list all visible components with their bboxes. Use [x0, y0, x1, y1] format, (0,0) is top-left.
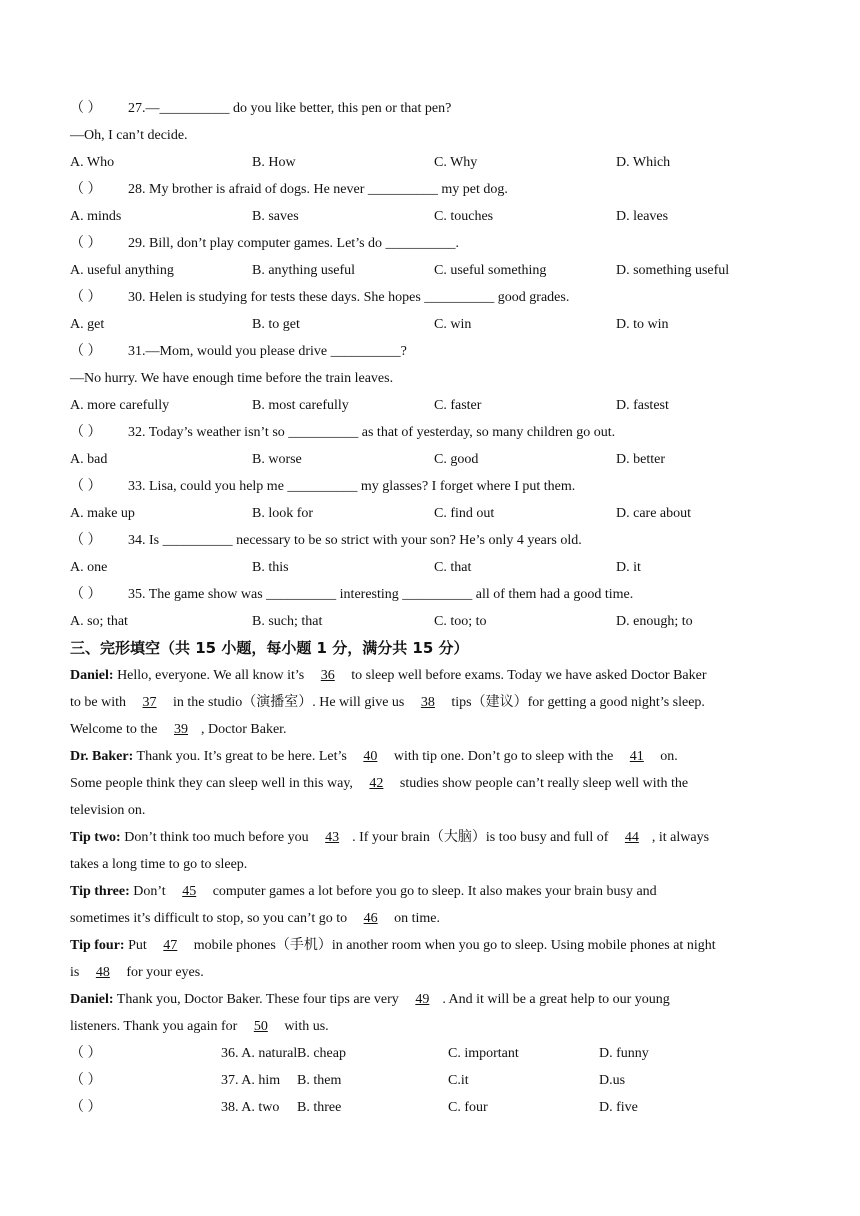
option-b: B. such; that [252, 614, 323, 629]
speaker-label: Daniel: [70, 668, 114, 683]
option-d: D. care about [616, 506, 692, 521]
question-33 [70, 473, 800, 500]
question-29 [70, 230, 800, 257]
passage-line: Tip four: Put 47 mobile phones（手机）in another room when you go to sleep. Using mobile phones at night [70, 932, 800, 959]
question-31-options [70, 392, 800, 419]
option-b: B. this [252, 560, 289, 575]
blank-48: 48 [95, 965, 110, 980]
option-b: B. anything useful [252, 263, 356, 278]
speaker-label: Daniel: [70, 992, 114, 1007]
exam-page [70, 95, 800, 1121]
passage-line: sometimes it’s difficult to stop, so you can’t go to 46 on time. [70, 905, 800, 932]
speaker-label: Tip three: [70, 884, 130, 899]
answer-parenthesis: （ ） [70, 182, 102, 197]
passage-line: Daniel: Hello, everyone. We all know it’s 36 to sleep well before exams. Today we have asked Doctor Baker [70, 662, 800, 689]
blank-44: 44 [624, 830, 639, 845]
blank-49: 49 [415, 992, 430, 1007]
answer-parenthesis: （ ） [70, 1073, 102, 1088]
question-27 [70, 95, 800, 122]
question-34-options [70, 554, 800, 581]
option-c: C. important [448, 1046, 519, 1061]
blank-43: 43 [325, 830, 340, 845]
answer-parenthesis: （ ） [70, 236, 102, 251]
option-b: B. look for [252, 506, 314, 521]
answer-parenthesis: （ ） [70, 479, 102, 494]
option-a: A. Who [70, 155, 115, 170]
option-d: D. funny [599, 1046, 649, 1061]
option-a: 37. A. him [221, 1073, 281, 1088]
question-stem: 27.—__________ do you like better, this pen or that pen? [128, 101, 452, 116]
question-32-options [70, 446, 800, 473]
option-c: C. faster [434, 398, 482, 413]
question-stem: 33. Lisa, could you help me __________ my glasses? I forget where I put them. [128, 479, 576, 494]
cloze-question-37 [70, 1067, 800, 1094]
option-d: D.us [599, 1073, 626, 1088]
blank-41: 41 [629, 749, 644, 764]
blank-46: 46 [363, 911, 378, 926]
option-c: C. Why [434, 155, 478, 170]
option-d: D. to win [616, 317, 669, 332]
passage-line: Daniel: Thank you, Doctor Baker. These four tips are very 49 . And it will be a great help to our young [70, 986, 800, 1013]
option-c: C. good [434, 452, 479, 467]
question-35 [70, 581, 800, 608]
option-d: D. fastest [616, 398, 669, 413]
blank-40: 40 [363, 749, 378, 764]
option-d: D. something useful [616, 263, 730, 278]
passage-line: takes a long time to go to sleep. [70, 857, 248, 872]
option-c: C. that [434, 560, 472, 575]
option-d: D. five [599, 1100, 638, 1115]
question-31 [70, 338, 800, 365]
answer-parenthesis: （ ） [70, 344, 102, 359]
option-d: D. enough; to [616, 614, 693, 629]
option-c: C. find out [434, 506, 495, 521]
question-stem: 34. Is __________ necessary to be so strict with your son? He’s only 4 years old. [128, 533, 582, 548]
passage-line: Some people think they can sleep well in this way, 42 studies show people can’t really sleep well with the [70, 770, 800, 797]
answer-parenthesis: （ ） [70, 425, 102, 440]
option-d: D. leaves [616, 209, 669, 224]
option-c: C. too; to [434, 614, 487, 629]
speaker-label: Dr. Baker: [70, 749, 134, 764]
cloze-question-38 [70, 1094, 800, 1121]
passage-line: Tip two: Don’t think too much before you 43 . If your brain（大脑）is too busy and full of 44 , it always [70, 824, 800, 851]
option-a: A. one [70, 560, 108, 575]
question-30 [70, 284, 800, 311]
answer-parenthesis: （ ） [70, 101, 102, 116]
question-stem: 31.—Mom, would you please drive __________? [128, 344, 407, 359]
blank-38: 38 [420, 695, 435, 710]
option-a: A. bad [70, 452, 108, 467]
option-b: B. worse [252, 452, 302, 467]
option-c: C. useful something [434, 263, 547, 278]
option-a: 36. A. natural [221, 1046, 298, 1061]
question-31-dialogue: —No hurry. We have enough time before the train leaves. [70, 371, 394, 386]
question-34 [70, 527, 800, 554]
question-33-options [70, 500, 800, 527]
option-a: A. useful anything [70, 263, 174, 278]
cloze-question-36 [70, 1040, 800, 1067]
option-b: B. most carefully [252, 398, 349, 413]
question-stem: 29. Bill, don’t play computer games. Let’s do __________. [128, 236, 460, 251]
question-35-options [70, 608, 800, 635]
blank-37: 37 [142, 695, 157, 710]
answer-parenthesis: （ ） [70, 587, 102, 602]
option-c: C. win [434, 317, 472, 332]
blank-42: 42 [369, 776, 384, 791]
option-a: A. minds [70, 209, 122, 224]
passage-line: Tip three: Don’t 45 computer games a lot before you go to sleep. It also makes your brain busy and [70, 878, 800, 905]
option-c: C.it [448, 1073, 469, 1088]
answer-parenthesis: （ ） [70, 533, 102, 548]
question-stem: 35. The game show was __________ interesting __________ all of them had a good time. [128, 587, 634, 602]
option-b: B. How [252, 155, 296, 170]
question-30-options [70, 311, 800, 338]
option-b: B. to get [252, 317, 300, 332]
option-d: D. it [616, 560, 641, 575]
option-c: C. four [448, 1100, 488, 1115]
question-27-dialogue: —Oh, I can’t decide. [70, 128, 188, 143]
option-a: A. more carefully [70, 398, 170, 413]
passage-line: to be with 37 in the studio（演播室）. He will give us 38 tips（建议）for getting a good night’s sleep. [70, 689, 800, 716]
blank-50: 50 [253, 1019, 268, 1034]
option-b: B. them [297, 1073, 342, 1088]
option-b: B. saves [252, 209, 299, 224]
option-b: B. cheap [297, 1046, 346, 1061]
option-a: A. make up [70, 506, 135, 521]
answer-parenthesis: （ ） [70, 1100, 102, 1115]
option-d: D. better [616, 452, 665, 467]
passage-line: Welcome to the 39 , Doctor Baker. [70, 716, 800, 743]
option-b: B. three [297, 1100, 342, 1115]
question-28 [70, 176, 800, 203]
question-stem: 30. Helen is studying for tests these days. She hopes __________ good grades. [128, 290, 570, 305]
option-c: C. touches [434, 209, 494, 224]
option-a: 38. A. two [221, 1100, 280, 1115]
question-29-options [70, 257, 800, 284]
question-32 [70, 419, 800, 446]
option-d: D. Which [616, 155, 671, 170]
blank-36: 36 [320, 668, 335, 683]
blank-45: 45 [182, 884, 197, 899]
passage-line: Dr. Baker: Thank you. It’s great to be here. Let’s 40 with tip one. Don’t go to sleep with the 41 on. [70, 743, 800, 770]
passage-line: listeners. Thank you again for 50 with us. [70, 1013, 800, 1040]
section-heading: 三、完形填空（共 15 小题，每小题 1 分，满分共 15 分） [70, 639, 469, 657]
question-28-options [70, 203, 800, 230]
option-a: A. so; that [70, 614, 128, 629]
speaker-label: Tip two: [70, 830, 121, 845]
blank-47: 47 [163, 938, 178, 953]
blank-39: 39 [174, 722, 189, 737]
answer-parenthesis: （ ） [70, 1046, 102, 1061]
option-a: A. get [70, 317, 105, 332]
question-27-options [70, 149, 800, 176]
answer-parenthesis: （ ） [70, 290, 102, 305]
question-stem: 28. My brother is afraid of dogs. He never __________ my pet dog. [128, 182, 508, 197]
passage-line: is 48 for your eyes. [70, 959, 800, 986]
question-stem: 32. Today’s weather isn’t so __________ as that of yesterday, so many children go out. [128, 425, 616, 440]
speaker-label: Tip four: [70, 938, 125, 953]
passage-line: television on. [70, 803, 146, 818]
